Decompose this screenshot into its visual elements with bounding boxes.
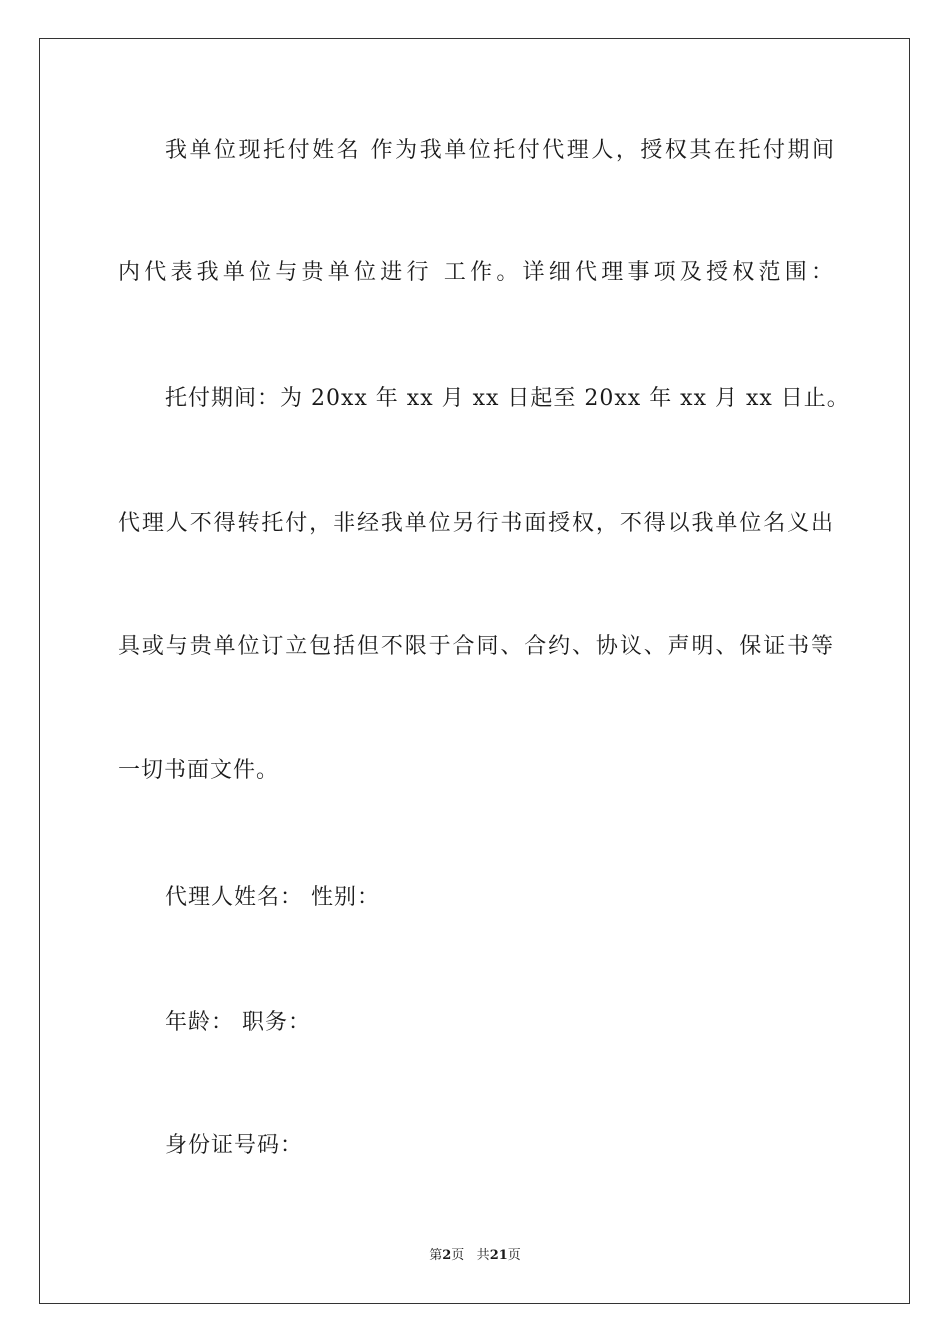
total-prefix: 共 [476,1248,490,1263]
paragraph-line-5: 具或与贵单位订立包括但不限于合同、合约、协议、声明、保证书等 [118,634,834,659]
page-border [39,38,910,1304]
total-suffix: 页 [507,1248,521,1263]
paragraph-line-3: 托付期间：为 20xx 年 xx 月 xx 日起至 20xx 年 xx 月 xx 日止。 [165,386,850,411]
paragraph-line-6: 一切书面文件。 [118,758,280,783]
page-total: 21 [489,1248,508,1263]
id-number-line: 身份证号码： [165,1133,304,1158]
paragraph-line-4: 代理人不得转托付，非经我单位另行书面授权，不得以我单位名义出 [118,511,834,536]
page-current: 2 [442,1248,452,1263]
paragraph-line-1: 我单位现托付姓名 作为我单位托付代理人，授权其在托付期间 [165,138,835,163]
paragraph-line-2: 内代表我单位与贵单位进行 工作。详细代理事项及授权范围： [118,260,834,285]
page-suffix: 页 [451,1248,465,1263]
agent-name-gender-line: 代理人姓名： 性别： [165,885,380,910]
page-footer [0,1247,950,1265]
page-prefix: 第 [429,1248,443,1263]
age-position-line: 年龄： 职务： [165,1010,311,1035]
